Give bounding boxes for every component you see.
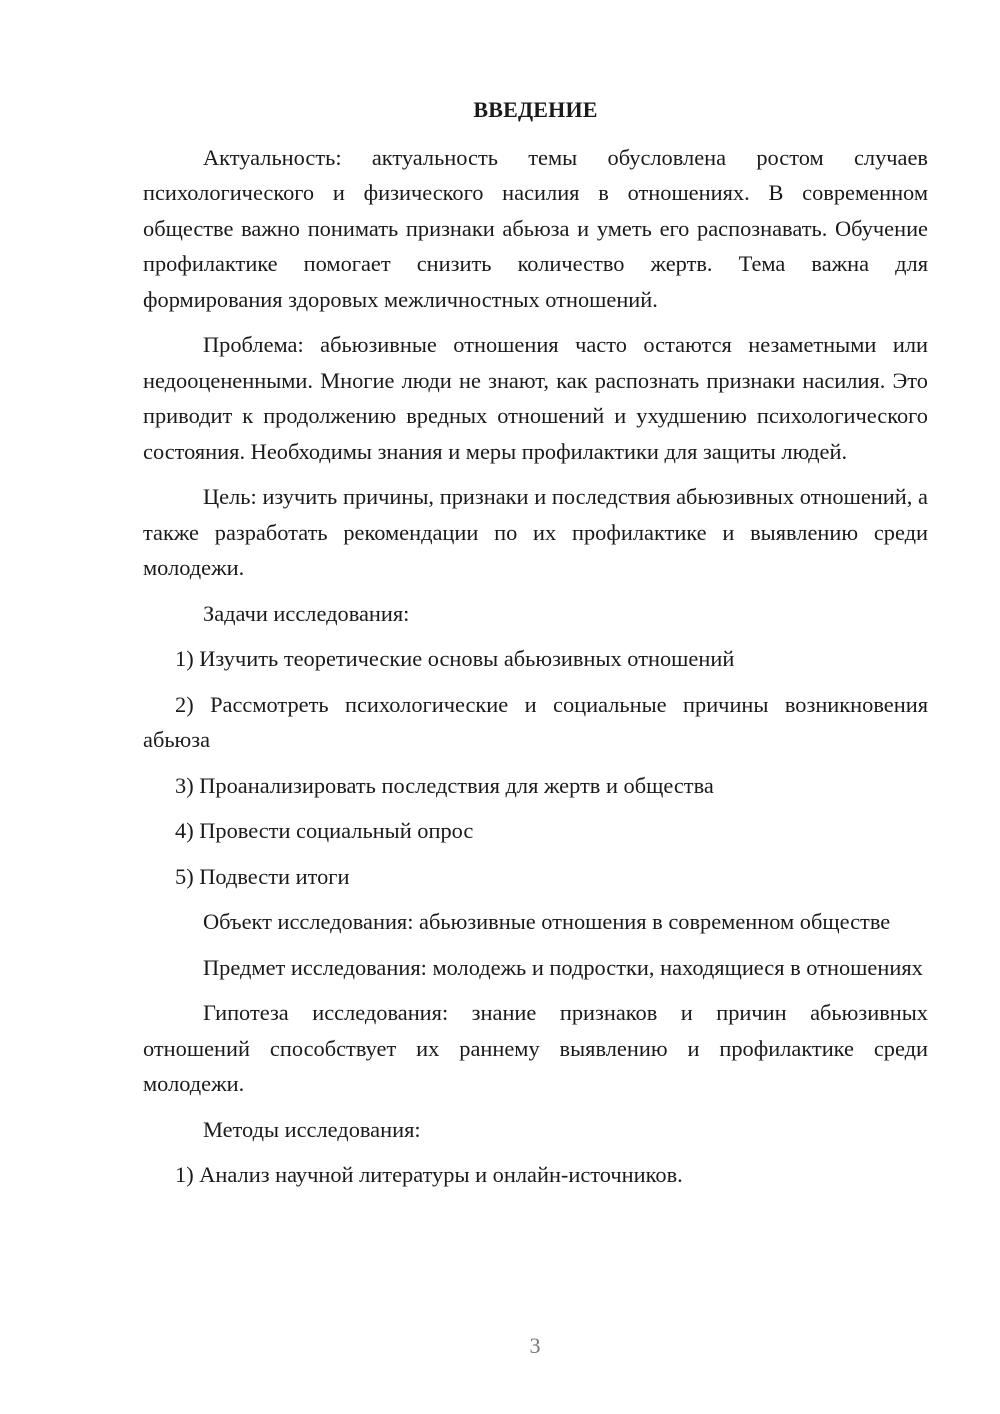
goal-paragraph: Цель: изучить причины, признаки и последствия абьюзивных отношений, а также разработать рекомендации по их профилактике и выявлению среди молодежи. bbox=[143, 484, 928, 580]
problem-paragraph: Проблема: абьюзивные отношения часто остаются незаметными или недооцененными. Многие люди не знают, как распознать признаки насилия. Это приводит к продолжению вредных отношений и ухудшению психологического состояния. Необходимы знания и меры профилактики для защиты людей. bbox=[143, 332, 928, 464]
page-number: 3 bbox=[529, 1333, 541, 1358]
methods-heading: Методы исследования: bbox=[203, 1116, 421, 1142]
section-title: ВВЕДЕНИЕ bbox=[473, 97, 598, 122]
task-item-1: 1) Изучить теоретические основы абьюзивных отношений bbox=[175, 646, 735, 671]
object-paragraph: Объект исследования: абьюзивные отношения в современном обществе bbox=[203, 909, 891, 934]
hypothesis-paragraph: Гипотеза исследования: знание признаков и причин абьюзивных отношений способствует их раннему выявлению и профилактике среди молодежи. bbox=[143, 1000, 928, 1096]
task-item-4: 4) Провести социальный опрос bbox=[175, 818, 474, 843]
task-item-5: 5) Подвести итоги bbox=[175, 863, 350, 889]
method-item-1: 1) Анализ научной литературы и онлайн-источников. bbox=[175, 1162, 683, 1187]
task-item-2: 2) Рассмотреть психологические и социальные причины возникновения абьюза bbox=[143, 691, 928, 752]
subject-paragraph: Предмет исследования: молодежь и подростки, находящиеся в отношениях bbox=[203, 954, 923, 980]
relevance-paragraph: Актуальность: актуальность темы обусловлена ростом случаев психологического и физического насилия в отношениях. В современном обществе важно понимать признаки абьюза и уметь его распознавать. Обучение профилактике помогает снизить количество жертв. Тема важна для формирования здоровых межличностных отношений. bbox=[143, 144, 928, 312]
tasks-heading: Задачи исследования: bbox=[203, 600, 410, 626]
task-item-3: 3) Проанализировать последствия для жертв и общества bbox=[175, 772, 714, 798]
document-body bbox=[143, 92, 928, 1203]
